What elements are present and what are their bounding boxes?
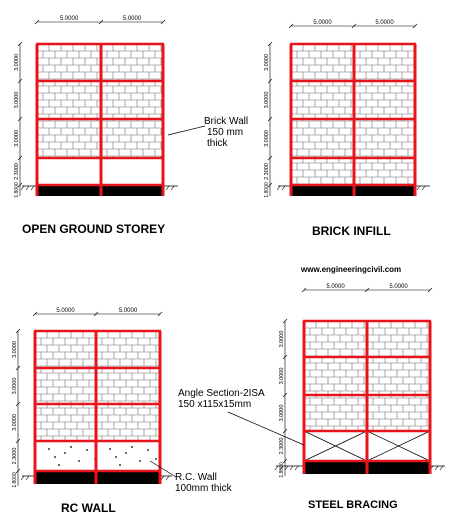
ground-hatch xyxy=(26,186,29,190)
concrete-aggregate xyxy=(64,452,66,454)
storey-height-label: 3.0000 xyxy=(264,54,270,71)
ground-hatch xyxy=(417,186,420,190)
bay-width-label: 5.0000 xyxy=(59,16,79,22)
concrete-aggregate xyxy=(58,464,60,466)
concrete-aggregate xyxy=(139,460,141,462)
bay-width-label: 5.0000 xyxy=(118,308,138,314)
bay-width-label: 5.0000 xyxy=(313,20,332,26)
panel-title-open-ground-storey: OPEN GROUND STOREY xyxy=(22,222,166,236)
ground-hatch xyxy=(166,476,169,480)
ground-hatch xyxy=(171,186,174,190)
brick-wall-note-line-3: thick xyxy=(207,138,228,149)
ground-hatch xyxy=(31,186,34,190)
storey-height-label: 3.0000 xyxy=(264,130,270,147)
frame-elevation-1 xyxy=(14,16,178,198)
storey-height-label: 2.3000 xyxy=(264,163,270,180)
bay-width-label: 5.0000 xyxy=(389,284,408,290)
storey-height-label: 3.0000 xyxy=(279,404,285,422)
concrete-aggregate xyxy=(115,456,117,458)
ground-hatch xyxy=(295,466,298,470)
concrete-aggregate xyxy=(86,449,88,451)
bay-width-label: 5.0000 xyxy=(56,308,75,314)
bracing-note-line-1: Angle Section-2ISA xyxy=(178,388,265,399)
concrete-aggregate xyxy=(155,458,157,460)
brick-wall-note xyxy=(204,116,248,149)
ground-hatch xyxy=(282,186,285,190)
concrete-aggregate xyxy=(70,446,72,448)
ground-hatch xyxy=(26,476,29,480)
storey-height-label: 3.0000 xyxy=(12,341,18,358)
ground-hatch xyxy=(21,476,24,480)
panel-title-rc-wall: RC WALL xyxy=(61,501,116,515)
rc-wall-note-line-1: R.C. Wall xyxy=(175,472,217,483)
storey-height-label: 3.0000 xyxy=(14,130,20,147)
storey-height-label: 2.3000 xyxy=(12,447,18,465)
frame-elevation-3 xyxy=(12,308,172,488)
bay-width-label: 5.0000 xyxy=(326,284,345,290)
ground-hatch xyxy=(277,186,280,190)
base-height-label: 1.8000 xyxy=(264,182,270,198)
storey-height-label: 3.0000 xyxy=(14,54,20,71)
ground-hatch xyxy=(275,466,278,470)
base-height-label: 1.8000 xyxy=(279,462,285,478)
storey-height-label: 3.0000 xyxy=(14,91,20,109)
panel-title-steel-bracing: STEEL BRACING xyxy=(308,499,398,511)
rc-wall-note-line-2: 100mm thick xyxy=(175,483,232,494)
ground-hatch xyxy=(440,466,443,470)
concrete-aggregate xyxy=(54,456,56,458)
base-height-label: 1.8000 xyxy=(14,182,20,198)
storey-height-label: 3.0000 xyxy=(12,414,18,431)
brick-wall-leader xyxy=(168,126,205,135)
panel-title-brick-infill: BRICK INFILL xyxy=(312,224,391,238)
storey-height-label: 3.0000 xyxy=(12,377,18,395)
concrete-aggregate xyxy=(147,449,149,451)
ground-hatch xyxy=(166,186,169,190)
ground-hatch xyxy=(422,186,425,190)
bay-width-label: 5.0000 xyxy=(375,20,394,26)
storey-height-label: 2.3000 xyxy=(14,163,20,180)
ground-hatch xyxy=(290,466,293,470)
storey-height-label: 3.0000 xyxy=(279,367,285,385)
ground-hatch xyxy=(21,186,24,190)
storey-height-label: 3.0000 xyxy=(279,330,285,348)
concrete-aggregate xyxy=(109,448,111,450)
rc-wall-note xyxy=(175,472,232,494)
storey-height-label: 2.3000 xyxy=(279,437,285,455)
bracing-note xyxy=(178,388,265,410)
brick-wall-note-line-1: Brick Wall xyxy=(204,116,249,127)
concrete-aggregate xyxy=(125,452,127,454)
bay-width-label: 5.0000 xyxy=(122,16,142,22)
concrete-aggregate xyxy=(48,448,50,450)
base-height-label: 1.8000 xyxy=(12,472,18,488)
concrete-aggregate xyxy=(78,460,80,462)
brick-wall-note-line-2: 150 mm xyxy=(207,127,244,138)
site-url: www.engineeringcivil.com xyxy=(301,265,402,274)
concrete-aggregate xyxy=(119,464,121,466)
concrete-aggregate xyxy=(131,446,133,448)
frame-elevation-4 xyxy=(275,284,445,478)
bracing-leader xyxy=(228,412,304,445)
ground-hatch xyxy=(285,466,288,470)
ground-hatch xyxy=(435,466,438,470)
storey-height-label: 3.0000 xyxy=(264,91,270,109)
frame-elevation-2 xyxy=(264,20,430,198)
bracing-note-line-2: 150 x115x15mm xyxy=(178,399,252,410)
